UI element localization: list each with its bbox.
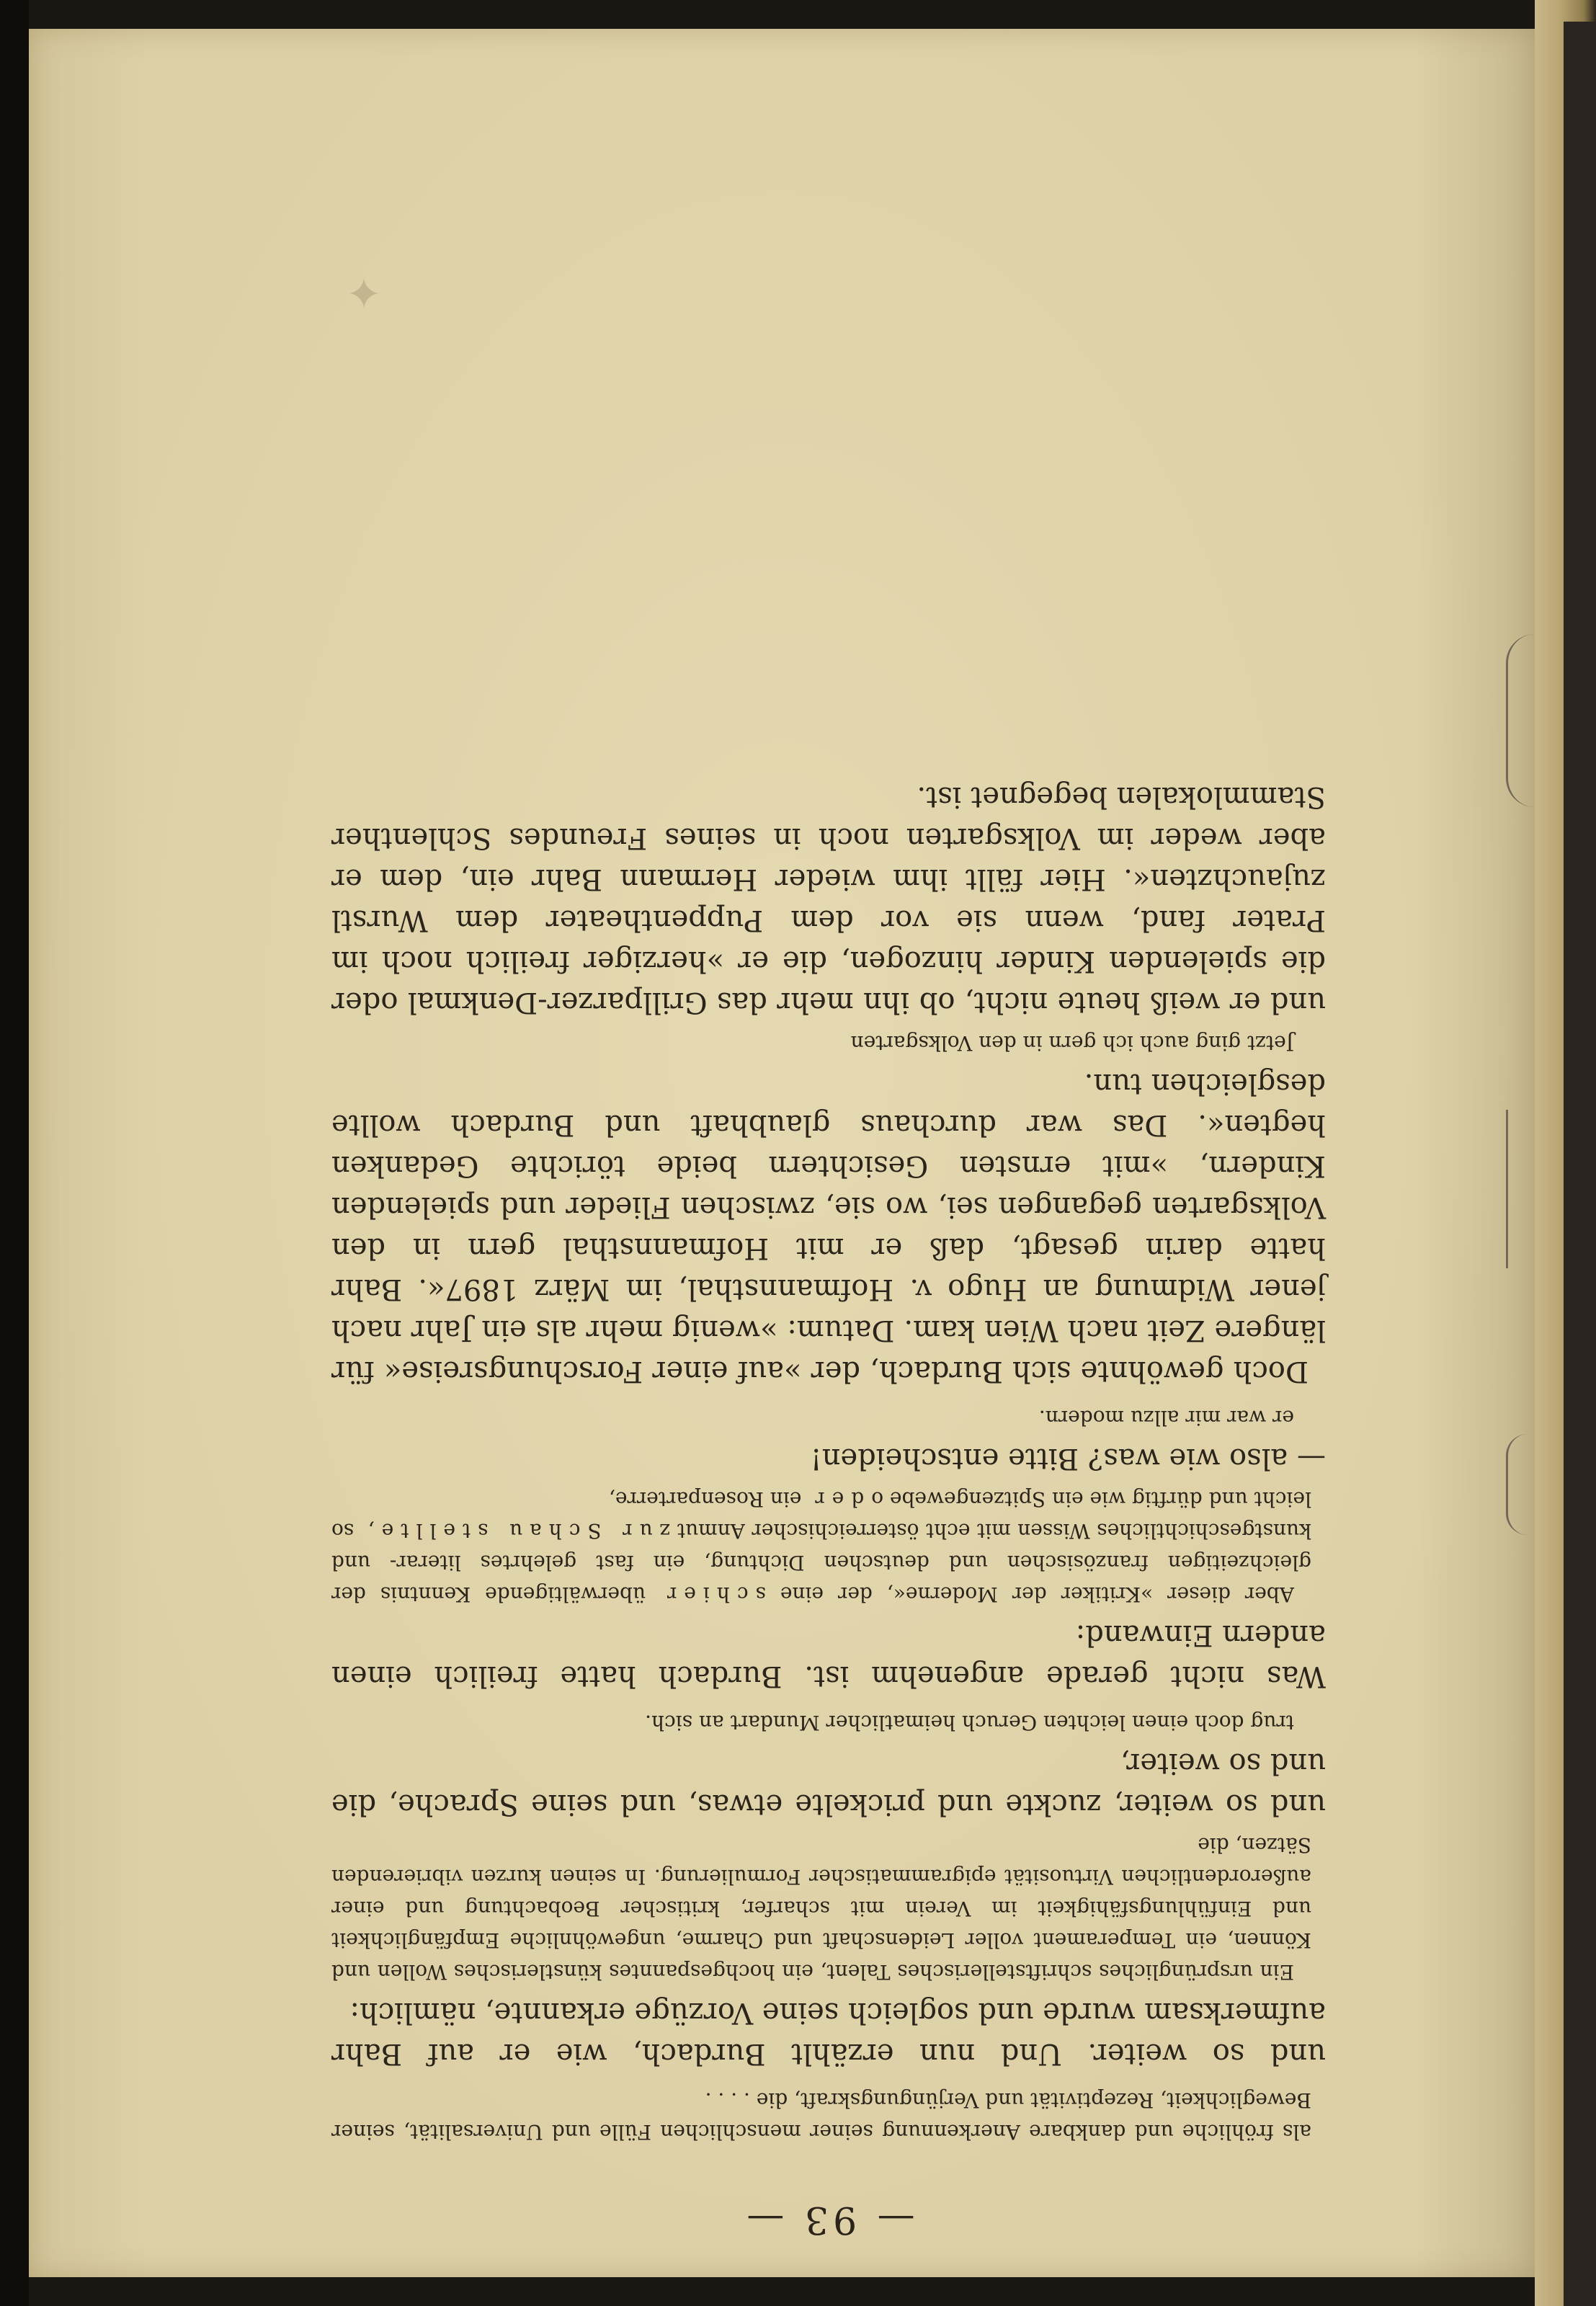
body-paragraph: — also wie was? Bitte entscheiden! [810,1442,1326,1475]
quote-paragraph: als fröhliche und dankbare Anerkennung seiner menschlichen Fülle und Universalität, seiner Beweglichkeit, Rezeptivität und Verjüngungskraft, die . . . . [331,2088,1311,2144]
quote-text: Aber dieser »Kritiker der Moderne«, der eine [765,1582,1294,1606]
quote-text: ein Rosenparterre, [608,1487,808,1511]
pencil-marginalia [1506,634,1535,807]
body-paragraph: Was nicht gerade angenehm ist. Burdach hatte freilich einen andern Einwand: [331,1619,1326,1693]
quote-paragraph: Jetzt ging auch ich gern in den Volksgarten [850,1031,1294,1055]
pencil-marginalia [1506,1110,1535,1268]
emphasis-text: zur Schau stellte, [360,1519,671,1543]
quote-paragraph: Ein ursprüngliches schriftstellerisches Talent, ein hochgespanntes künstlerisches Wollen und Können, ein Temperament voller Leidenschaft und Charme, ungewöhnliche Empfänglichkeit und Einfühlungsfähigkeit im Verein mit scharfer, kritischer Beobachtung und einer außerordentlichen Virtuosität epigrammatischer Formulierung. In seinen kurzen vibrierenden Sätzen, die [331,1833,1311,1984]
emphasis-text: oder [808,1487,884,1511]
book-cover-edge [1564,22,1596,2306]
quote-paragraph [331,1483,1311,1610]
pencil-marginalia [1506,1434,1535,1535]
quote-paragraph: er war mir allzu modern. [1038,1406,1294,1430]
page-text-block [331,368,1326,2241]
quote-text: überwältigende Kenntnis der gleichzeitigen französischen und deutschen Dichtung, ein fast gelehrtes literar- und kunstgeschichtliches Wissen mit echt österreichischer Anmut [331,1519,1311,1606]
body-paragraph: und so weiter, zuckte und prickelte etwas, und seine Sprache, die und so weiter, [331,1747,1326,1821]
book-page [29,29,1535,2277]
quote-text: so leicht und dürftig wie ein Spitzengewebe [331,1487,1311,1543]
body-paragraph: und er weiß heute nicht, ob ihn mehr das Grillparzer-Denkmal oder die spielenden Kinder hinzogen, die er »herziger freilich noch im Prater fand, wenn sie vor dem Puppentheater dem Wurstl zujauchzten«. Hier fällt ihm wieder Hermann Bahr ein, dem er aber weder im Volksgarten noch in seines Freundes Schlenther Stammlokalen begegnet ist. [331,780,1326,1019]
scan-background [0,0,29,2306]
body-paragraph: und so weiter. Und nun erzählt Burdach, wie er auf Bahr aufmerksam wurde und sogleich seine Vorzüge erkannte, nämlich: [331,1996,1326,2070]
quote-paragraph: trug doch einen leichten Geruch heimatlicher Mundart an sich. [645,1711,1294,1735]
emphasis-text: schier [659,1582,766,1606]
page-number: — 93 — [742,2198,915,2241]
bleed-through-mark: ✦ [346,267,383,317]
body-paragraph: Doch gewöhnte sich Burdach, der »auf einer Forschungsreise« für längere Zeit nach Wien kam. Datum: »wenig mehr als ein Jahr nach jener Widmung an Hugo v. Hofmannsthal, im März 1897«. Bahr hatte darin gesagt, daß er mit Hofmannsthal gern in den Volksgarten gegangen sei, wo sie, zwischen Flieder und spielenden Kindern, »mit ernsten Gesichtern beide törichte Gedanken hegten«. Das war durchaus glaubhaft und Burdach wollte desgleichen tun. [331,1067,1326,1388]
